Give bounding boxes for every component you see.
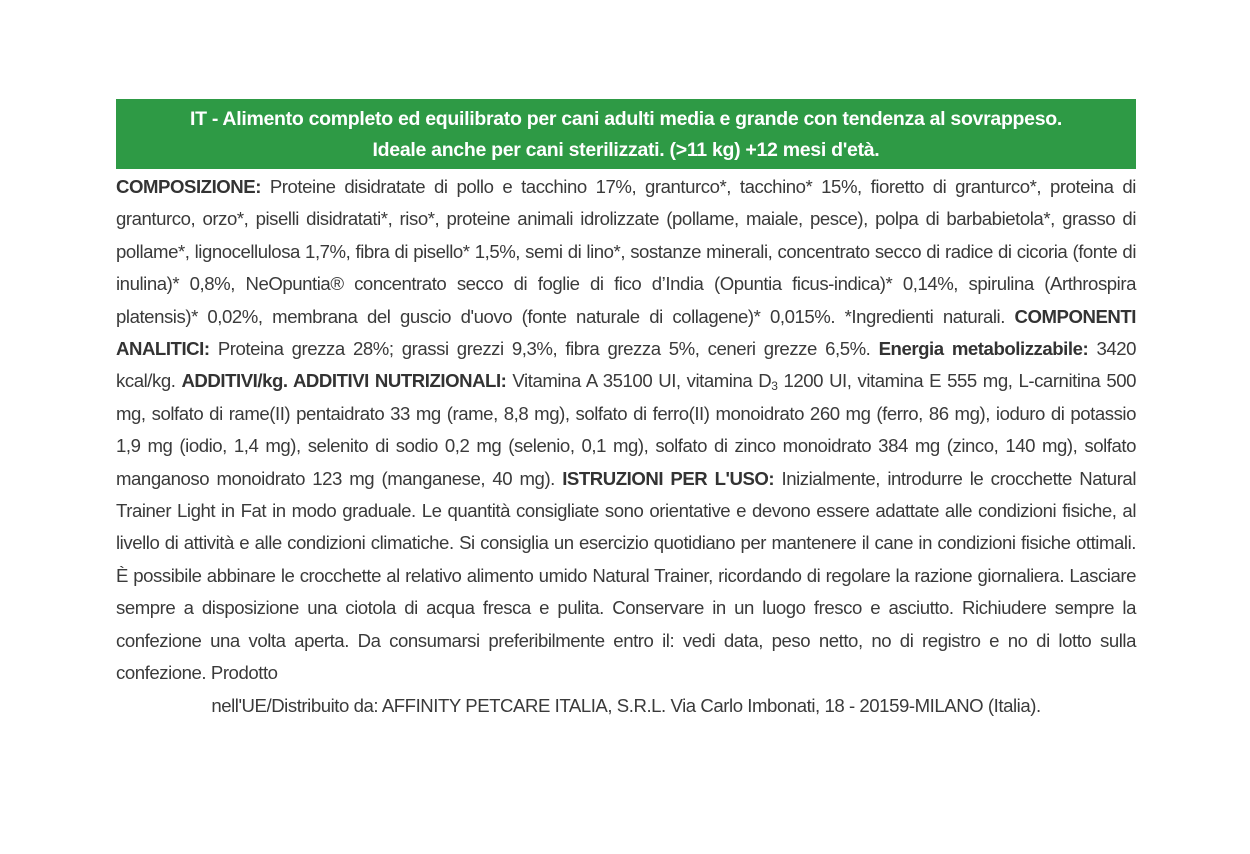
istruzioni-text: Inizialmente, introdurre le crocchette Natural Trainer Light in Fat in modo graduale. Le quantità consigliate sono orientative e devono essere adattate alle condizioni fisiche, al livello di attività e alle condizioni climatiche. Si consiglia un esercizio quotidiano per mantenere il cane in condizioni fisiche ottimali. È possibile abbinare le crocchette al relativo alimento umido Natural Trainer, ricordando di regolare la razione giornaliera. Lasciare sempre a disposizione una ciotola di acqua fresca e pulita. Conservare in un luogo fresco e asciutto. Richiudere sempre la confezione una volta aperta. Da consumarsi preferibilmente entro il: vedi data, peso netto, no di registro e no di lotto sulla confezione. Prodotto [116, 467, 1137, 684]
composizione-text: Proteine disidratate di pollo e tacchino 17%, granturco*, tacchino* 15%, fioretto di granturco*, proteina di granturco, orzo*, piselli disidratati*, riso*, proteine animali idrolizzate (pollame, maiale, pesce), polpa di barbabietola*, grasso di pollame*, lignocellulosa 1,7%, fibra di pisello* 1,5%, semi di lino*, sostanze minerali, concentrato secco di radice di cicoria (fonte di inulina)* 0,8%, NeOpuntia® concentrato secco di foglie di fico d’India (Opuntia ficus-indica)* 0,14%, spirulina (Arthrospira platensis)* 0,02%, membrana del guscio d'uovo (fonte naturale di collagene)* 0,015%. *Ingredienti naturali. [116, 176, 1136, 327]
componenti-heading: COMPONENTI ANALITICI: [116, 305, 1136, 360]
additivi-text-start: Vitamina A 35100 UI, vitamina D [506, 370, 772, 392]
energia-heading: Energia metabolizzabile: [878, 338, 1089, 360]
header-banner [116, 99, 1136, 169]
componenti-text: Proteina grezza 28%; grassi grezzi 9,3%, fibra grezza 5%, ceneri grezze 6,5%. [209, 338, 879, 360]
energia-text: 3420 kcal/kg. [116, 338, 1137, 392]
product-label [116, 99, 1136, 722]
istruzioni-heading: ISTRUZIONI PER L'USO: [562, 467, 775, 489]
additivi-text-end: 1200 UI, vitamina E 555 mg, L-carnitina 500 mg, solfato di rame(II) pentaidrato 33 mg (rame, 8,8 mg), solfato di ferro(II) monoidrato 260 mg (ferro, 86 mg), ioduro di potassio 1,9 mg (iodio, 1,4 mg), selenito di sodio 0,2 mg (selenio, 0,1 mg), solfato di zinco monoidrato 384 mg (zinco, 140 mg), solfato manganoso monoidrato 123 mg (manganese, 40 mg). [116, 370, 1136, 489]
header-line-2: Ideale anche per cani sterilizzati. (>11 kg) +12 mesi d'età. [372, 139, 880, 161]
label-body [116, 171, 1136, 722]
composizione-heading: COMPOSIZIONE: [116, 176, 261, 197]
header-line-1: IT - Alimento completo ed equilibrato per cani adulti media e grande con tendenza al sovrappeso. [190, 108, 1062, 130]
additivi-heading: ADDITIVI/kg. ADDITIVI NUTRIZIONALI: [181, 370, 507, 392]
distributor-line: nell'UE/Distribuito da: AFFINITY PETCARE ITALIA, S.R.L. Via Carlo Imbonati, 18 - 20159-MILANO (Italia). [211, 694, 1041, 716]
vitamin-d-subscript: 3 [771, 379, 778, 394]
